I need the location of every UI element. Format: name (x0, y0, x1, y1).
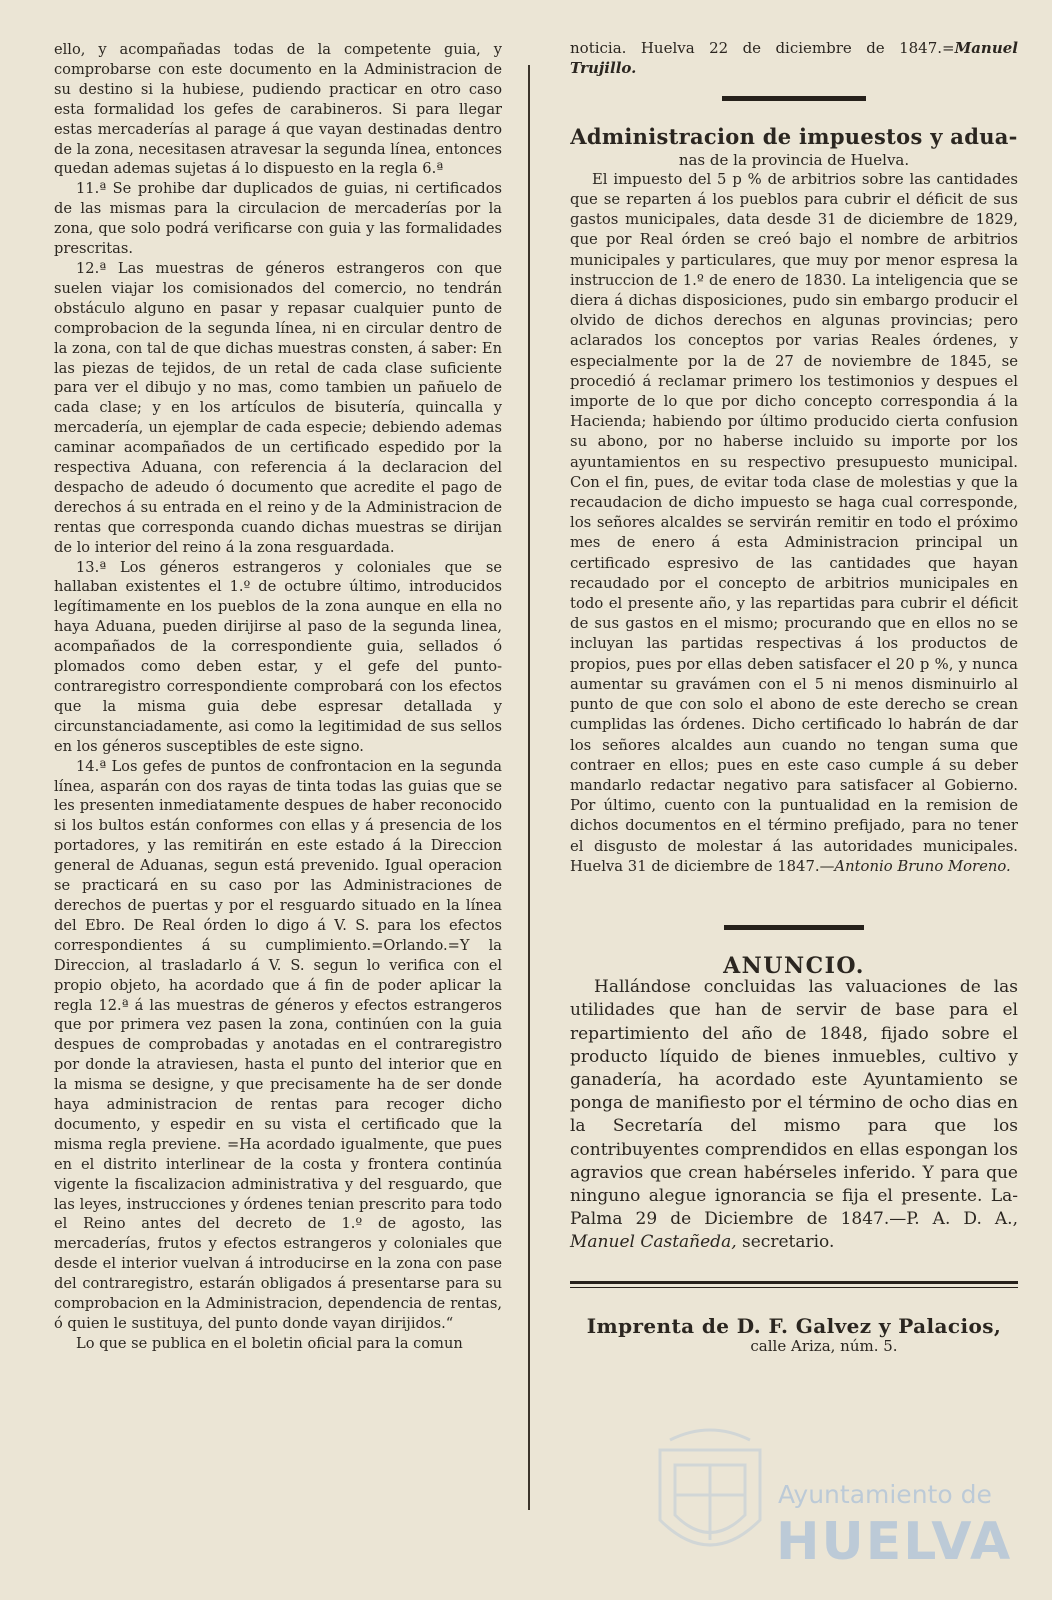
anuncio-text: Hallándose concluidas las valuaciones de las utilidades que han de servir de base para el repartimiento del año de 1848, fijado sobre el producto líquido de bienes inmuebles, cultivo y ganadería, ha acordado este Ayuntamiento se ponga de manifiesto por el término de ocho dias en la Secretaría del mismo para que los contribuyentes comprendidos en ellas espongan los agravios que crean habérseles inferido. Y para que ninguno alegue ignorancia se fija el presente. La-Palma 29 de Diciembre de 1847.—P. A. D. A., (570, 977, 1018, 1230)
anuncio-title: ANUNCIO. (723, 952, 865, 979)
paragraph-closing: Lo que se publica en el boletin oficial para la comun (76, 1334, 463, 1352)
admin-section-title: Administracion de impuestos y adua- (570, 124, 1018, 150)
left-column (54, 40, 502, 1354)
noticia-signature: Manuel Trujillo. (570, 39, 1018, 78)
anuncio-signature: Manuel Castañeda, (570, 1232, 737, 1253)
watermark-line1: Ayuntamiento de (778, 1480, 992, 1509)
anuncio-paragraph (570, 976, 1018, 1254)
imprenta-line: Imprenta de D. F. Galvez y Palacios, (586, 1313, 1002, 1338)
admin-section-subtitle: nas de la provincia de Huelva. (678, 150, 910, 169)
column-divider (528, 65, 530, 1510)
watermark-line2: HUELVA (776, 1512, 1013, 1572)
paragraph-rule-13: 13.ª Los géneros estrangeros y coloniales que se hallaban existentes el 1.º de octubre último, introducidos legítimamente en los pueblos de la zona aunque en ella no haya Aduana, pueden dirijirse al paso de la segunda linea, acompañados de la correspondiente guia, sellados ó plomados como deben estar, y el gefe del punto-contraregistro correspondiente comprobará con los efectos que la misma guia debe espresar detallada y circunstanciadamente, asi como la legitimidad de sus sellos en los géneros susceptibles de este signo. (54, 558, 502, 755)
double-rule (570, 1281, 1018, 1288)
noticia-paragraph (570, 38, 1018, 78)
imprenta-address: calle Ariza, núm. 5. (750, 1336, 898, 1355)
admin-signature: Antonio Bruno Moreno. (834, 857, 1011, 875)
paragraph-rule-11: 11.ª Se prohibe dar duplicados de guias, ni certificados de las mismas para la circulacion de mercaderías por la zona, que solo podrá verificarse con guia y las formalidades prescritas. (54, 180, 502, 258)
paragraph-continuation: ello, y acompañadas todas de la competente guia, y comprobarse con este documento en la Administracion de su destino si la hubiese, pudiendo practicar en otro caso esta formalidad los gefes de carabineros. Si para llegar estas mercaderías al parage á que vayan destinadas dentro de la zona, necesitasen atravesar la segunda línea, entonces quedan ademas sujetas á lo dispuesto en la regla 6.ª (54, 41, 502, 178)
right-column (570, 38, 1018, 1356)
section-rule (724, 925, 864, 930)
anuncio-tail: secretario. (736, 1232, 835, 1253)
section-rule (722, 96, 866, 101)
paragraph-rule-12: 12.ª Las muestras de géneros estrangeros con que suelen viajar los comisionados del comercio, no tendrán obstáculo alguno en pasar y repasar cualquier punto de comprobacion de la segunda línea, ni en circular dentro de la zona, con tal de que dichas muestras consten, á saber: En las piezas de tejidos, de un retal de cada clase suficiente para ver el dibujo y no mas, como tambien un pañuelo de cada clase; y en los artículos de bisutería, quincalla y mercadería, un ejemplar de cada especie; debiendo ademas caminar acompañados de un certificado espedido por la respectiva Aduana, con referencia á la declaracion del despacho de adeudo ó documento que acredite el pago de derechos á su entrada en el reino y de la Administracion de rentas que corresponda cuando dichas muestras se dirijan de lo interior del reino á la zona resguardada. (54, 259, 502, 556)
admin-body-paragraph (570, 170, 1018, 877)
admin-body-text: El impuesto del 5 p % de arbitrios sobre las cantidades que se reparten á los pueblos para cubrir el déficit de sus gastos municipales, data desde 31 de diciembre de 1829, que por Real órden se creó bajo el nombre de arbitrios municipales y particulares, que muy por menor espresa la instruccion de 1.º de enero de 1830. La inteligencia que se diera á dichas disposiciones, pudo sin embargo producir el olvido de dichos derechos en algunas provincias; pero aclarados los conceptos por varias Reales órdenes, y especialmente por la de 27 de noviembre de 1845, se procedió á reclamar primero los testimonios y despues el importe de lo que por dicho concepto correspondia á la Hacienda; habiendo por último producido cierta confusion su abono, por no haberse incluido su importe por los ayuntamientos en su respectivo presupuesto municipal. Con el fin, pues, de evitar toda clase de molestias y que la recaudacion de dicho impuesto se haga cual corresponde, los señores alcaldes se servirán remitir en todo el próximo mes de enero á esta Administracion principal un certificado espresivo de las cantidades que hayan recaudado por el concepto de arbitrios municipales en todo el presente año, y las repartidas para cubrir el déficit de sus gastos en el mismo; procurando que en ellos no se incluyan las partidas respectivas á los productos de propios, pues por ellas deben satisfacer el 20 p %, y nunca aumentar su gravámen con el 5 ni menos disminuirlo al punto de que con solo el abono de este derecho se crean cumplidas las órdenes. Dicho certificado lo habrán de dar los señores alcaldes aun cuando no tengan suma que contraer en ellos; pues en este caso cumple á su deber mandarlo redactar negativo para satisfacer al Gobierno. Por último, cuento con la puntualidad en la remision de dichos documentos en el término prefijado, para no tener el disgusto de molestar á las autoridades municipales. Huelva 31 de diciembre de 1847.— (570, 170, 1018, 875)
paragraph-rule-14: 14.ª Los gefes de puntos de confrontacion en la segunda línea, asparán con dos rayas de tinta todas las guias que se les presenten inmediatamente despues de haber reconocido si los bultos están conformes con ellas y á presencia de los portadores, y las remitirán en este estado á la Direccion general de Aduanas, segun está prevenido. Igual operacion se practicará en su caso por las Administraciones de derechos de puertas y por el resguardo situado en la línea del Ebro. De Real órden lo digo á V. S. para los efectos correspondientes á su cumplimiento.=Orlando.=Y la Direccion, al trasladarlo á V. S. segun lo verifica con el propio objeto, ha acordado que á fin de poder aplicar la regla 12.ª á las muestras de géneros y efectos estrangeros que por primera vez pasen la zona, continúen con la guia despues de comprobadas y anotadas en el contraregistro por donde la atraviesen, hasta el punto del interior que en la misma se designe, y que precisamente ha de ser donde haya administracion de rentas para recoger dicho documento, y espedir en su vista el certificado que la misma regla previene. =Ha acordado igualmente, que pues en el distrito interlinear de la costa y frontera continúa vigente la fiscalizacion administrativa y del resguardo, que las leyes, instrucciones y órdenes tenian prescrito para todo el Reino antes del decreto de 1.º de agosto, las mercaderías, frutos y efectos estrangeros y coloniales que desde el interior vuelvan á introducirse en la zona con pase del contraregistro, estarán obligados á presentarse para su comprobacion en la Administracion, dependencia de rentas, ó quien le sustituya, del punto donde vayan dirijidos.“ (54, 757, 502, 1332)
noticia-text: noticia. Huelva 22 de diciembre de 1847.= (570, 39, 955, 57)
